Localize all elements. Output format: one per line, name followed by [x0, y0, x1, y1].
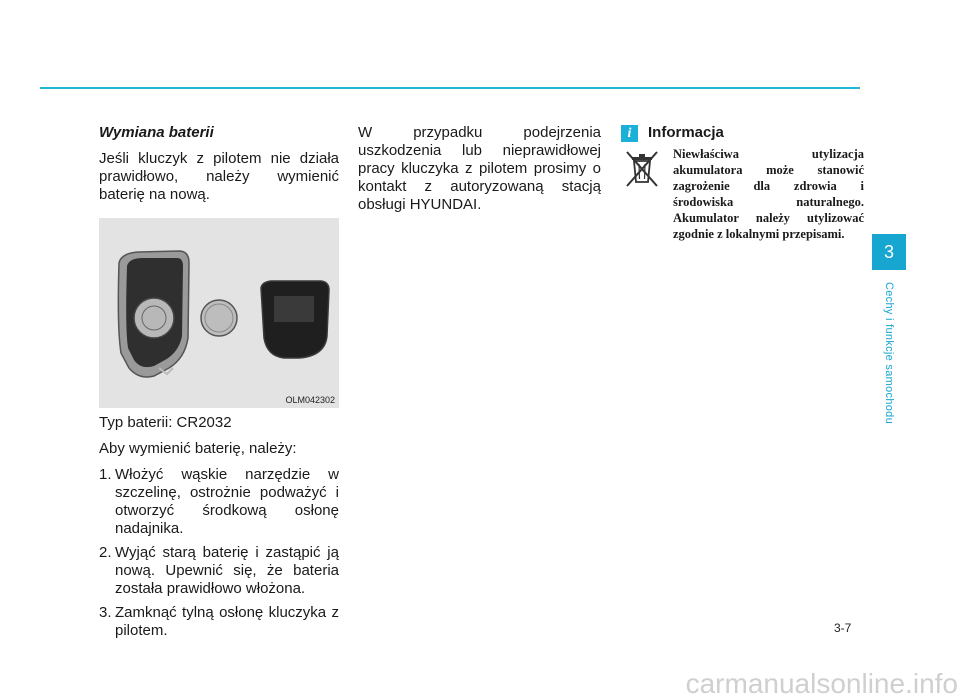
page-number: 3-7	[834, 621, 852, 635]
key-battery-illustration	[99, 218, 339, 408]
figure-code: OLM042302	[285, 395, 335, 405]
info-text: Niewłaściwa utylizacja akumulatora może stanowić zagrożenie dla zdrowia i środowiska naturalnego. Akumulator należy utylizować zgodnie z lokalnymi przepisami.	[673, 147, 864, 241]
steps-list	[99, 466, 339, 640]
steps-intro: Aby wymienić baterię, należy:	[99, 440, 297, 457]
step-number: 3.	[99, 604, 112, 621]
chapter-tab: 3	[872, 234, 906, 270]
left-column	[99, 124, 339, 646]
chapter-title: Cechy i funkcje samochodu	[883, 281, 895, 425]
info-header	[621, 124, 864, 142]
info-title: Informacja	[648, 124, 724, 141]
step-text: Wyjąć starą baterię i zastąpić ją nową. Upewnić się, że bateria została prawidłowo włożona.	[115, 544, 339, 597]
battery-type: Typ baterii: CR2032	[99, 414, 232, 431]
list-item	[99, 604, 339, 640]
middle-column	[358, 124, 601, 222]
info-body	[621, 146, 864, 242]
section-heading: Wymiana baterii	[99, 124, 214, 141]
watermark: carmanualsonline.info	[685, 668, 958, 699]
info-box	[621, 124, 864, 242]
list-item	[99, 544, 339, 598]
key-battery-figure	[99, 218, 339, 408]
step-number: 2.	[99, 544, 112, 561]
intro-paragraph: Jeśli kluczyk z pilotem nie działa prawidłowo, należy wymienić baterię na nową.	[99, 150, 339, 203]
crossed-out-bin-icon	[621, 148, 663, 188]
info-icon: i	[621, 125, 638, 142]
header-rule	[40, 87, 860, 89]
step-text: Zamknąć tylną osłonę kluczyka z pilotem.	[115, 604, 339, 639]
step-text: Włożyć wąskie narzędzie w szczelinę, ostrożnie podważyć i otworzyć środkową osłonę nadajnika.	[115, 466, 339, 537]
installed-battery	[134, 298, 174, 338]
service-paragraph: W przypadku podejrzenia uszkodzenia lub nieprawidłowej pracy kluczyka z pilotem prosimy o kontakt z autoryzowaną stacją obsługi HYUNDAI.	[358, 124, 601, 213]
step-number: 1.	[99, 466, 112, 483]
coin-battery	[201, 300, 237, 336]
list-item	[99, 466, 339, 538]
cover-window	[274, 296, 314, 322]
